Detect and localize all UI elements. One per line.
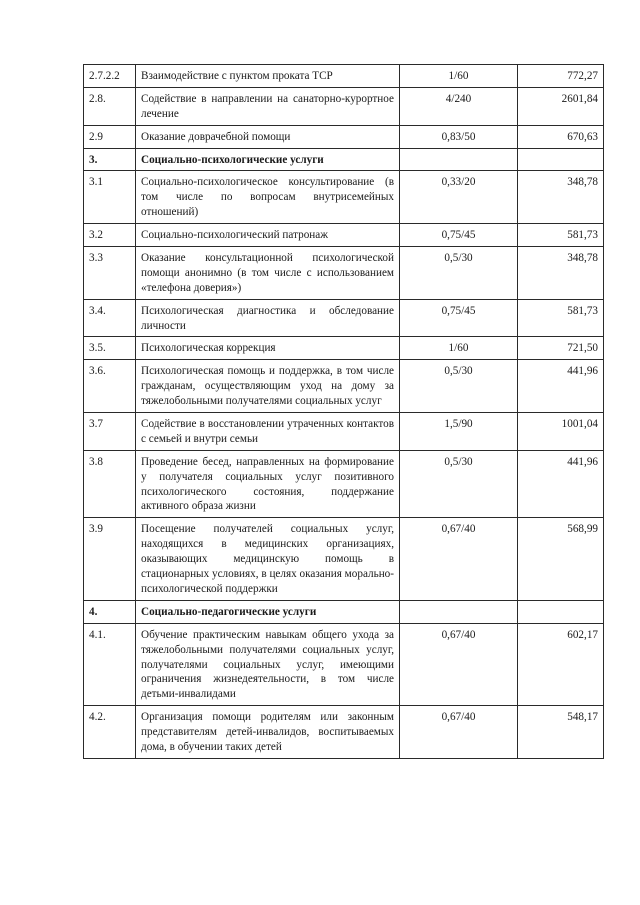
table-row xyxy=(84,337,604,360)
service-number-cell: 3.7 xyxy=(84,413,136,451)
table-row xyxy=(84,171,604,224)
tariff-price-cell: 348,78 xyxy=(518,247,604,300)
tariff-price-cell: 568,99 xyxy=(518,518,604,600)
service-number-cell: 3.5. xyxy=(84,337,136,360)
tariff-price-cell: 1001,04 xyxy=(518,413,604,451)
service-number-cell: 3.9 xyxy=(84,518,136,600)
service-number-cell: 4. xyxy=(84,600,136,623)
tariff-price-cell: 602,17 xyxy=(518,623,604,705)
service-number-cell: 2.7.2.2 xyxy=(84,65,136,88)
service-number-cell: 3.1 xyxy=(84,171,136,224)
time-norm-cell: 4/240 xyxy=(400,87,518,125)
service-name-cell: Социально-психологические услуги xyxy=(136,148,400,171)
service-name-cell: Психологическая диагностика и обследование личности xyxy=(136,299,400,337)
time-norm-cell xyxy=(400,148,518,171)
time-norm-cell: 1,5/90 xyxy=(400,413,518,451)
table-row xyxy=(84,87,604,125)
table-row xyxy=(84,623,604,705)
time-norm-cell: 0,67/40 xyxy=(400,706,518,759)
table-row xyxy=(84,360,604,413)
service-name-cell: Психологическая коррекция xyxy=(136,337,400,360)
table-row xyxy=(84,65,604,88)
table-row xyxy=(84,299,604,337)
services-tariff-table xyxy=(83,64,604,759)
section-header-row xyxy=(84,148,604,171)
tariff-price-cell: 441,96 xyxy=(518,360,604,413)
service-number-cell: 2.8. xyxy=(84,87,136,125)
time-norm-cell: 1/60 xyxy=(400,65,518,88)
service-name-cell: Обучение практическим навыкам общего ухода за тяжелобольными получателями социальных услуг, получателями социальных услуг, имеющими ограничения жизнедеятельности, в том числе детьми-инвалидами xyxy=(136,623,400,705)
service-number-cell: 3.2 xyxy=(84,224,136,247)
service-name-cell: Социально-педагогические услуги xyxy=(136,600,400,623)
tariff-price-cell xyxy=(518,148,604,171)
time-norm-cell: 0,5/30 xyxy=(400,360,518,413)
service-name-cell: Социально-психологический патронаж xyxy=(136,224,400,247)
service-name-cell: Психологическая помощь и поддержка, в том числе гражданам, осуществляющим уход на дому за тяжелобольными получателями социальных услуг xyxy=(136,360,400,413)
service-name-cell: Содействие в восстановлении утраченных контактов с семьей и внутри семьи xyxy=(136,413,400,451)
time-norm-cell: 0,83/50 xyxy=(400,125,518,148)
time-norm-cell: 0,67/40 xyxy=(400,623,518,705)
tariff-price-cell: 670,63 xyxy=(518,125,604,148)
service-number-cell: 3.8 xyxy=(84,450,136,518)
service-number-cell: 3.6. xyxy=(84,360,136,413)
service-name-cell: Организация помощи родителям или законным представителям детей-инвалидов, воспитываемых дома, в обучении таких детей xyxy=(136,706,400,759)
table-body xyxy=(84,65,604,759)
time-norm-cell xyxy=(400,600,518,623)
service-name-cell: Проведение бесед, направленных на формирование у получателя социальных услуг позитивного психологического состояния, поддержание активного образа жизни xyxy=(136,450,400,518)
table-row xyxy=(84,125,604,148)
time-norm-cell: 1/60 xyxy=(400,337,518,360)
service-name-cell: Содействие в направлении на санаторно-курортное лечение xyxy=(136,87,400,125)
table-row xyxy=(84,247,604,300)
tariff-price-cell xyxy=(518,600,604,623)
table-row xyxy=(84,413,604,451)
service-name-cell: Взаимодействие с пунктом проката ТСР xyxy=(136,65,400,88)
tariff-price-cell: 2601,84 xyxy=(518,87,604,125)
time-norm-cell: 0,5/30 xyxy=(400,247,518,300)
tariff-price-cell: 581,73 xyxy=(518,224,604,247)
tariff-price-cell: 348,78 xyxy=(518,171,604,224)
service-number-cell: 3.3 xyxy=(84,247,136,300)
tariff-price-cell: 772,27 xyxy=(518,65,604,88)
service-number-cell: 4.1. xyxy=(84,623,136,705)
table-row xyxy=(84,450,604,518)
time-norm-cell: 0,33/20 xyxy=(400,171,518,224)
tariff-price-cell: 548,17 xyxy=(518,706,604,759)
tariff-price-cell: 721,50 xyxy=(518,337,604,360)
service-name-cell: Посещение получателей социальных услуг, находящихся в медицинских организациях, оказывающих медицинскую помощь в стационарных условиях, в целях оказания морально-психологической поддержки xyxy=(136,518,400,600)
service-number-cell: 3. xyxy=(84,148,136,171)
service-number-cell: 4.2. xyxy=(84,706,136,759)
service-number-cell: 3.4. xyxy=(84,299,136,337)
tariff-price-cell: 441,96 xyxy=(518,450,604,518)
time-norm-cell: 0,67/40 xyxy=(400,518,518,600)
service-name-cell: Оказание доврачебной помощи xyxy=(136,125,400,148)
section-header-row xyxy=(84,600,604,623)
service-number-cell: 2.9 xyxy=(84,125,136,148)
time-norm-cell: 0,75/45 xyxy=(400,224,518,247)
service-name-cell: Оказание консультационной психологической помощи анонимно (в том числе с использованием «телефона доверия») xyxy=(136,247,400,300)
table-row xyxy=(84,224,604,247)
service-name-cell: Социально-психологическое консультирование (в том числе по вопросам внутрисемейных отношений) xyxy=(136,171,400,224)
table-row xyxy=(84,706,604,759)
tariff-price-cell: 581,73 xyxy=(518,299,604,337)
time-norm-cell: 0,75/45 xyxy=(400,299,518,337)
table-row xyxy=(84,518,604,600)
time-norm-cell: 0,5/30 xyxy=(400,450,518,518)
